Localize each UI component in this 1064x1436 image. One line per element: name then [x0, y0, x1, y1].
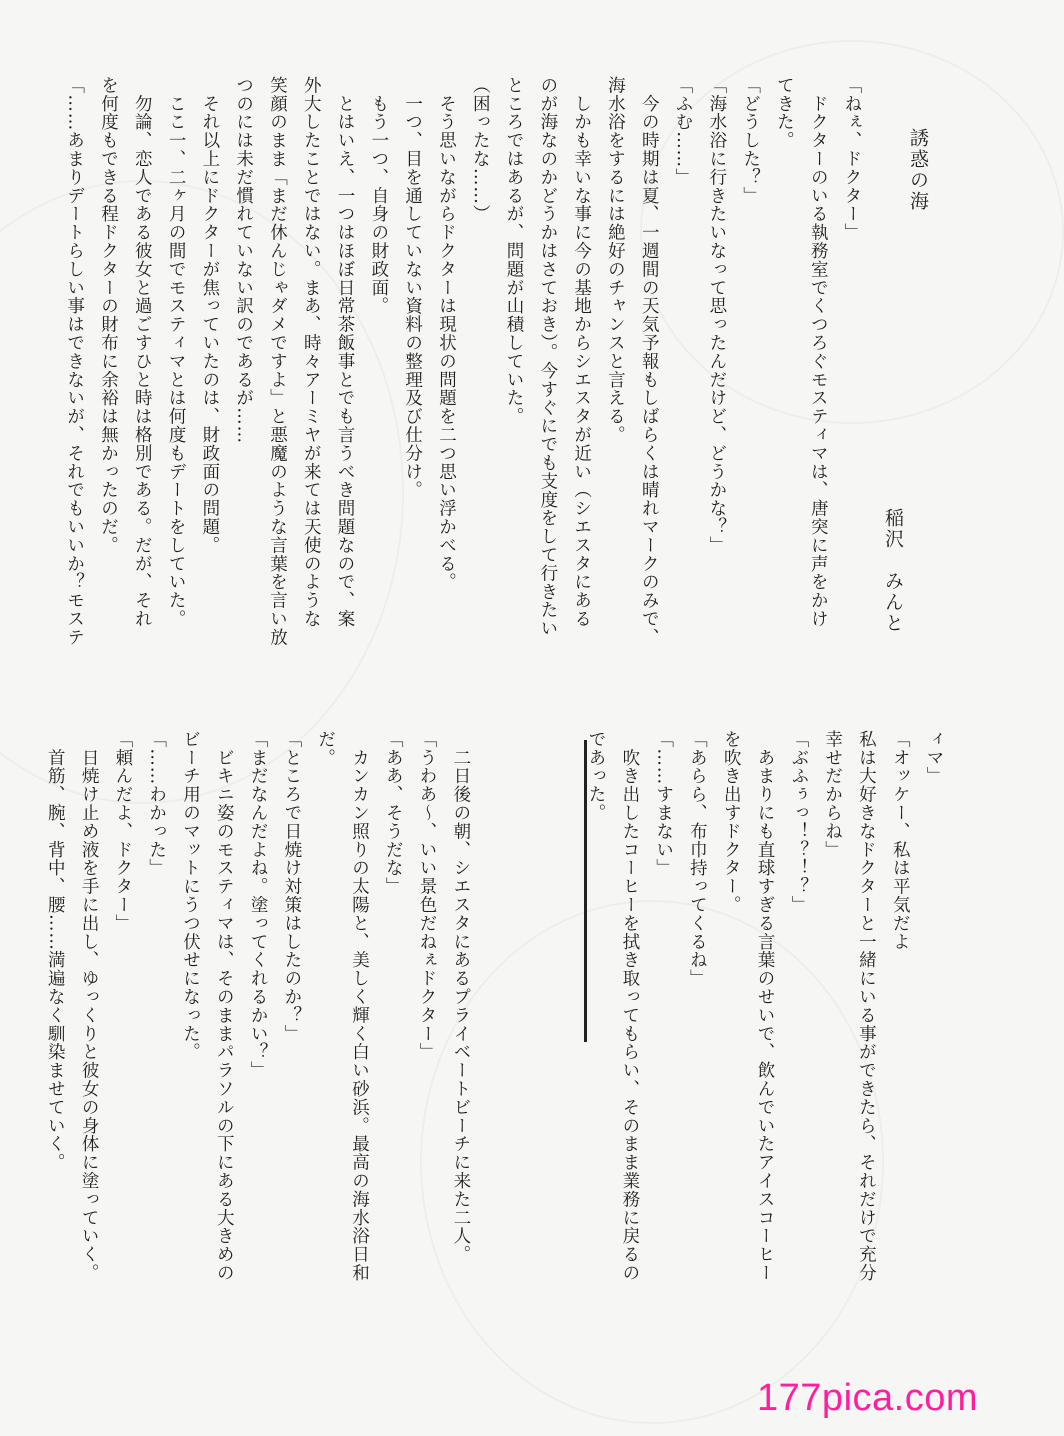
text-line: 海水浴をするには絶好のチャンスと言える。: [605, 76, 626, 444]
text-line: 「まだなんだよね。塗ってくれるかい？」: [248, 730, 269, 1080]
text-line: を吹き出すドクター。: [721, 730, 742, 914]
text-line: 今の時期は夏、一週間の天気予報もしばらくは晴れマークのみで、: [639, 76, 660, 647]
text-line: であった。: [586, 730, 607, 822]
text-line: ここ一、二ヶ月の間でモスティマとは何度もデートをしていた。: [166, 76, 187, 628]
text-line: 首筋、腕、背中、腰……満遍なく馴染ませていく。: [45, 730, 66, 1172]
text-line: 「ああ、そうだな」: [383, 730, 404, 896]
watermark: 177pica.com: [757, 1377, 978, 1419]
text-line: 一つ、目を通していない資料の整理及び仕分け。: [402, 76, 423, 500]
text-line: もう一つ、自身の財政面。: [368, 76, 389, 316]
text-line: 「あらら、布巾持ってくるね」: [687, 730, 708, 988]
lower-text-block: [45, 730, 950, 1370]
text-line: 笑顔のまま「まだ休んじゃダメですよ」と悪魔のような言葉を言い放: [267, 76, 288, 647]
text-line: ドクターのいる執務室でくつろぐモスティマは、唐突に声をかけ: [808, 76, 829, 628]
text-line: 勿論、恋人である彼女と過ごすひと時は格別である。だが、それ: [132, 76, 153, 628]
text-line: 「海水浴に行きたいなって思ったんだけど、どうかな？」: [706, 76, 727, 555]
text-line: （困ったな……）: [470, 76, 491, 224]
text-line: ィマ」: [924, 730, 944, 786]
text-line: 「うわあ～、いい景色だねぇドクター」: [417, 730, 438, 1062]
text-line: ビキニ姿のモスティマは、そのままパラソルの下にある大きめの: [214, 730, 235, 1282]
text-line: 「ふむ……」: [673, 76, 694, 187]
text-line: [544, 730, 578, 1370]
text-line: 吹き出したコーヒーを拭き取ってもらい、そのまま業務に戻るの: [619, 730, 640, 1282]
text-line: だ。: [315, 730, 336, 767]
text-line: 「ぶふぅっ！？！？」: [788, 730, 809, 914]
text-line: 「……すまない」: [653, 730, 674, 878]
author-name: 稲沢 みんと: [882, 508, 904, 634]
text-line: [511, 730, 545, 1370]
text-line: ビーチ用のマットにうつ伏せになった。: [180, 730, 201, 1062]
text-line: 二日後の朝、シエスタにあるプライベートビーチに来た二人。: [450, 730, 471, 1264]
upper-text-block: [64, 76, 868, 691]
text-line: を何度もできる程ドクターの財布に余裕は無かったのだ。: [98, 76, 119, 555]
text-line: 「ところで日焼け対策はしたのか？」: [281, 730, 302, 1043]
text-line: [477, 730, 511, 1370]
text-line: 「ねぇ、ドクター」: [842, 76, 862, 242]
text-line: しかも幸いな事に今の基地からシエスタが近い（シエスタにある: [571, 76, 592, 628]
story-title: 誘惑の海: [907, 128, 929, 212]
text-line: 幸せだからね」: [822, 730, 843, 859]
text-line: 「……わかった」: [146, 730, 167, 878]
text-line: 「どうした？」: [740, 76, 761, 205]
text-line: そう思いながらドクターは現状の問題を二つ思い浮かべる。: [436, 76, 457, 592]
text-line: 「……あまりデートらしい事はできないが、それでもいいか？モステ: [64, 76, 85, 647]
text-line: 「オッケー、私は平気だよ: [890, 730, 911, 951]
text-line: 外大したことではない。まあ、時々アーミヤが来ては天使のような: [301, 76, 322, 628]
text-line: ところではあるが、問題が山積していた。: [504, 76, 525, 426]
text-line: それ以上にドクターが焦っていたのは、財政面の問題。: [199, 76, 220, 555]
text-line: てきた。: [774, 76, 795, 150]
text-line: つのには未だ慣れていない訳のであるが……: [233, 76, 254, 444]
text-line: 私は大好きなドクターと一緒にいる事ができたら、それだけで充分: [856, 730, 877, 1282]
text-line: 日焼け止め液を手に出し、ゆっくりと彼女の身体に塗っていく。: [79, 730, 100, 1282]
text-line: とはいえ、一つはほぼ日常茶飯事とでも言うべき問題なので、案: [335, 76, 356, 628]
text-line: のが海なのかどうかはさておき）。今すぐにでも支度をして行きたい: [537, 76, 558, 638]
text-line: 「頼んだよ、ドクター」: [112, 730, 133, 933]
text-line: あまりにも直球すぎる言葉のせいで、飲んでいたアイスコーヒー: [755, 730, 776, 1282]
text-line: カンカン照りの太陽と、美しく輝く白い砂浜。最高の海水浴日和: [349, 730, 370, 1282]
